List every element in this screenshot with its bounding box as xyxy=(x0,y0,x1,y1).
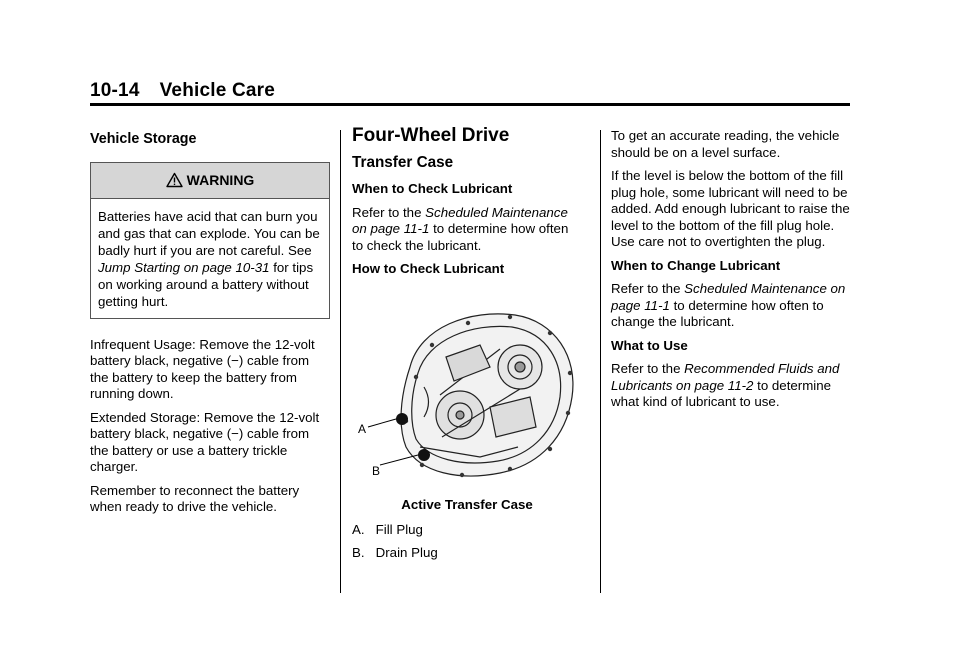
when-to-check-heading: When to Check Lubricant xyxy=(352,181,513,196)
section-title: Vehicle Care xyxy=(159,80,276,101)
change-interval-text xyxy=(611,281,851,331)
extended-storage-text: Extended Storage: Remove the 12-volt battery black, negative (−) cable from the battery or use a battery trickle charger. xyxy=(90,409,320,474)
change-text-a: Refer to the xyxy=(611,281,685,296)
what-to-use-text xyxy=(611,361,851,411)
vehicle-storage-heading: Vehicle Storage xyxy=(90,131,197,147)
check-text-b: to determine how often to check the lubricant. xyxy=(352,221,569,253)
transfer-case-illustration xyxy=(350,297,580,487)
recommended-fluids-link[interactable]: Recommended Fluids and Lubricants on page 11-2 xyxy=(611,361,840,393)
figure-label-b: B xyxy=(372,463,381,478)
how-to-check-heading: How to Check Lubricant xyxy=(352,261,505,276)
figure-label-a: A xyxy=(358,421,367,436)
four-wheel-drive-heading: Four-Wheel Drive xyxy=(352,125,510,146)
use-text-a: Refer to the xyxy=(611,361,685,376)
what-to-use-heading: What to Use xyxy=(611,337,688,353)
warning-text xyxy=(91,199,329,318)
check-text-a: Refer to the xyxy=(352,204,426,220)
infrequent-usage-text: Infrequent Usage: Remove the 12-volt battery black, negative (−) cable from the battery to keep the battery from running down. xyxy=(90,336,315,401)
scheduled-maintenance-link-2[interactable]: Scheduled Maintenance on page 11-1 xyxy=(611,281,846,313)
warning-label: WARNING xyxy=(186,171,255,188)
add-lubricant-text: If the level is below the bottom of the fill plug hole, some lubricant will need to be added. Add enough lubricant to raise the level to the bottom of the fill plug hole. Use care not to overtighten the plug. xyxy=(611,168,850,249)
jump-starting-link[interactable]: Jump Starting on page 10-31 xyxy=(98,259,270,275)
header-rule xyxy=(90,103,850,106)
page-number: 10-14 xyxy=(90,80,140,101)
scheduled-maintenance-link[interactable]: Scheduled Maintenance on page 11-1 xyxy=(352,204,568,236)
use-text-b: to determine what kind of lubricant to use. xyxy=(611,377,832,409)
legend-drain-plug: B. Drain Plug xyxy=(352,545,438,560)
warning-text-a: Batteries have acid that can burn you and gas that can explode. You can be badly hurt if you are not careful. See xyxy=(98,208,320,258)
reconnect-text: Remember to reconnect the battery when ready to drive the vehicle. xyxy=(90,482,300,514)
column-3 xyxy=(611,128,851,418)
legend-fill-plug: A. Fill Plug xyxy=(352,521,423,537)
when-to-change-heading: When to Change Lubricant xyxy=(611,257,781,273)
figure-caption: Active Transfer Case xyxy=(401,497,533,512)
column-2 xyxy=(352,125,582,569)
change-text-b: to determine how often to change the lubricant. xyxy=(611,297,824,329)
column-divider-1 xyxy=(340,130,341,593)
warning-text-b: for tips on working around a battery without getting hurt. xyxy=(98,259,314,309)
column-1 xyxy=(90,128,330,523)
accurate-reading-text: To get an accurate reading, the vehicle should be on a level surface. xyxy=(611,128,840,160)
column-divider-2 xyxy=(600,130,601,593)
transfer-case-heading: Transfer Case xyxy=(352,153,454,171)
check-interval-text xyxy=(352,205,582,255)
page-header xyxy=(90,80,275,102)
warning-icon xyxy=(166,172,183,188)
warning-box xyxy=(90,162,330,319)
warning-header xyxy=(91,163,329,199)
